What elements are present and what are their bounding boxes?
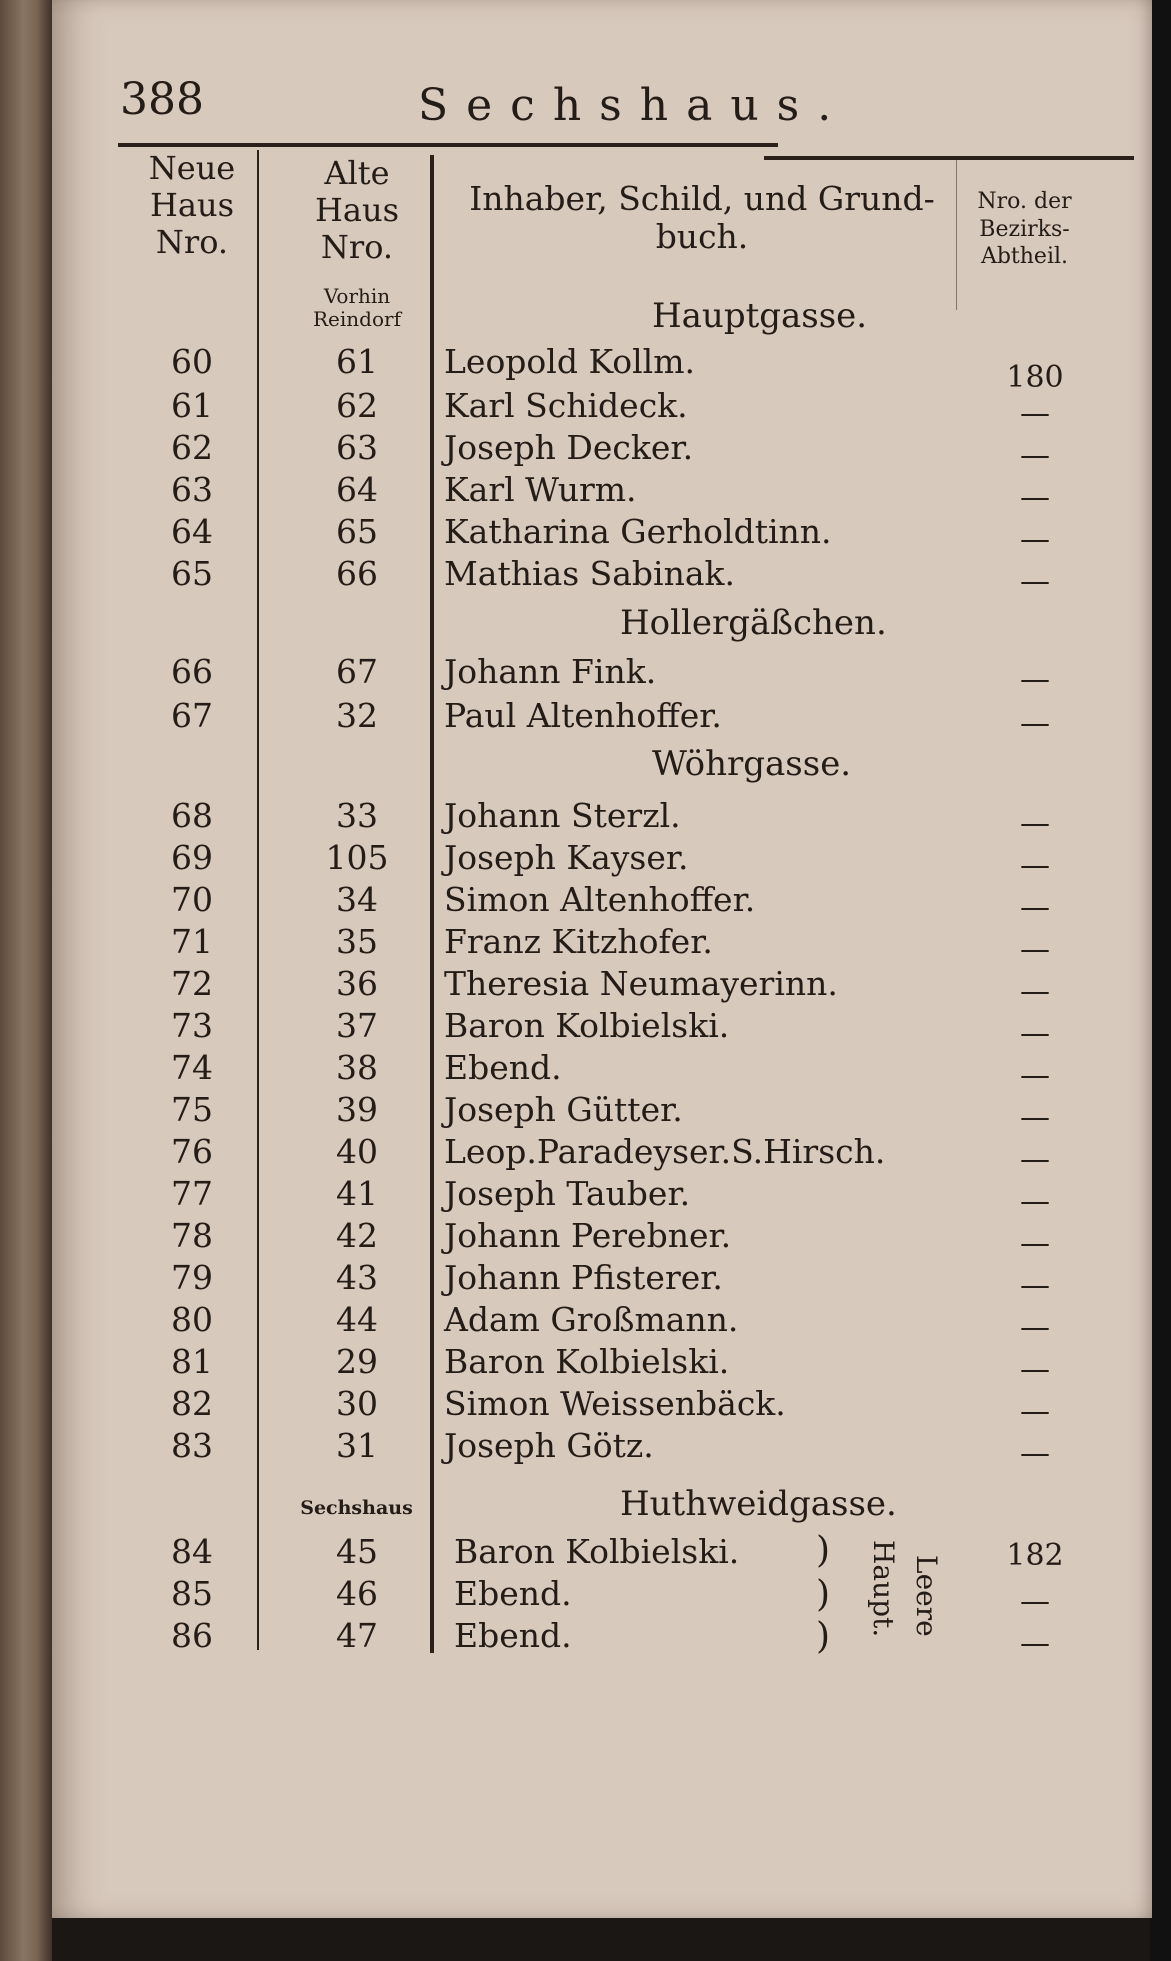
district-no: — (1020, 1626, 1050, 1661)
old-house-no: 36 (336, 964, 378, 1003)
district-no: — (1020, 480, 1050, 515)
new-house-no: 85 (171, 1574, 213, 1613)
district-no: — (1020, 1058, 1050, 1093)
table-row (52, 1212, 1152, 1261)
new-house-no: 60 (171, 342, 213, 381)
header-new-line2: Haus (149, 185, 234, 224)
district-no: — (1020, 806, 1050, 841)
district-no: — (1020, 706, 1050, 741)
table-row (52, 1422, 1152, 1471)
new-house-no: 84 (171, 1532, 213, 1571)
old-house-no: 29 (336, 1342, 378, 1381)
old-house-no: 47 (336, 1616, 378, 1655)
district-no: 182 (1006, 1538, 1064, 1573)
district-no: — (1020, 662, 1050, 697)
owner-name: Joseph Kayser. (444, 838, 689, 877)
old-house-no: 61 (336, 342, 378, 381)
owner-name: Mathias Sabinak. (444, 554, 736, 593)
new-house-no: 77 (171, 1174, 213, 1213)
new-house-no: 78 (171, 1216, 213, 1255)
old-house-no: 34 (336, 880, 378, 919)
old-house-no: 37 (336, 1006, 378, 1045)
bracket-mark: ) (816, 1616, 831, 1657)
new-house-no: 68 (171, 796, 213, 835)
book-spine (0, 0, 52, 1961)
district-no: — (1020, 438, 1050, 473)
header-new-line3: Nro. (155, 222, 229, 261)
table-row (52, 1044, 1152, 1093)
owner-name: Baron Kolbielski. (444, 1006, 730, 1045)
owner-name: Johann Perebner. (444, 1216, 732, 1255)
header-owner (442, 180, 962, 256)
new-house-no: 67 (171, 696, 213, 735)
district-no: — (1020, 974, 1050, 1009)
owner-name: Johann Pfisterer. (444, 1258, 723, 1297)
table-row (52, 338, 1152, 395)
new-house-no: 61 (171, 386, 213, 425)
book-page (52, 0, 1152, 1918)
old-house-no: 105 (325, 838, 389, 877)
old-house-no: 42 (336, 1216, 378, 1255)
new-house-no: 75 (171, 1090, 213, 1129)
new-house-no: 80 (171, 1300, 213, 1339)
owner-name: Johann Fink. (444, 652, 657, 691)
old-house-no: 44 (336, 1300, 378, 1339)
table-row (52, 1528, 1152, 1572)
table-row (52, 1002, 1152, 1051)
district-no: — (1020, 1394, 1050, 1429)
header-old-sub-line1: Vorhin (323, 284, 391, 308)
owner-name: Ebend. (454, 1616, 572, 1655)
district-no: — (1020, 522, 1050, 557)
header-district-line1: Nro. der (977, 189, 1072, 214)
district-no: — (1020, 1436, 1050, 1471)
header-old-sub (287, 285, 427, 331)
table-row (52, 1086, 1152, 1135)
owner-name: Joseph Gütter. (444, 1090, 683, 1129)
header-district-line3: Abtheil. (980, 244, 1069, 269)
owner-name: Ebend. (454, 1574, 572, 1613)
new-house-no: 82 (171, 1384, 213, 1423)
owner-name: Paul Altenhoffer. (444, 696, 722, 735)
owner-name: Joseph Götz. (444, 1426, 654, 1465)
new-house-no: 72 (171, 964, 213, 1003)
owner-name: Karl Schideck. (444, 386, 688, 425)
owner-name: Simon Weissenbäck. (444, 1384, 786, 1423)
owner-name: Karl Wurm. (444, 470, 637, 509)
header-owner-line2: buch. (655, 216, 749, 256)
header-district-line2: Bezirks- (979, 216, 1070, 242)
old-house-no: 62 (336, 386, 378, 425)
new-house-no: 65 (171, 554, 213, 593)
new-house-no: 79 (171, 1258, 213, 1297)
district-no: — (1020, 1310, 1050, 1345)
new-house-no: 81 (171, 1342, 213, 1381)
bracket-mark: ) (816, 1530, 831, 1571)
table-row (52, 1254, 1152, 1303)
header-new-line1: Neue (148, 149, 236, 187)
owner-name: Adam Großmann. (444, 1300, 739, 1339)
district-no: — (1020, 1100, 1050, 1135)
owner-name: Theresia Neumayerinn. (444, 964, 838, 1003)
table-row (52, 1380, 1152, 1429)
old-house-no: 63 (336, 428, 378, 467)
table-row (52, 382, 1152, 431)
district-no: — (1020, 890, 1050, 925)
old-house-no: 32 (336, 696, 378, 735)
table-row (52, 792, 1152, 841)
old-house-no: 35 (336, 922, 378, 961)
district-no: — (1020, 1016, 1050, 1051)
old-house-no: 33 (336, 796, 378, 835)
table-row (52, 692, 1152, 741)
old-house-no: 45 (336, 1532, 378, 1571)
new-house-no: 86 (171, 1616, 213, 1655)
side-note-haupt: Haupt. (867, 1540, 900, 1638)
owner-name: Joseph Decker. (444, 428, 694, 467)
table-row (52, 1612, 1152, 1661)
old-house-no: 43 (336, 1258, 378, 1297)
district-no: — (1020, 1142, 1050, 1177)
table-row (52, 1296, 1152, 1345)
owner-name: Leopold Kollm. (444, 342, 695, 381)
owner-name: Johann Sterzl. (444, 796, 681, 835)
district-no: — (1020, 1352, 1050, 1387)
old-house-no: 65 (336, 512, 378, 551)
street-heading: Hollergäßchen. (620, 603, 887, 643)
owner-name: Leop.Paradeyser.S.Hirsch. (444, 1132, 886, 1171)
table-row (52, 876, 1152, 925)
header-old-sub-line2: Reindorf (313, 307, 401, 331)
old-house-no: 64 (336, 470, 378, 509)
owner-name: Baron Kolbielski. (444, 1342, 730, 1381)
header-new-house-no (127, 150, 257, 260)
table-row (52, 466, 1152, 515)
district-no: — (1020, 848, 1050, 883)
old-house-no: 30 (336, 1384, 378, 1423)
header-old-house-no (292, 155, 422, 265)
district-no: 180 (1006, 360, 1064, 395)
header-old-line3: Nro. (320, 227, 394, 266)
new-house-no: 70 (171, 880, 213, 919)
table-row (52, 550, 1152, 599)
owner-name: Simon Altenhoffer. (444, 880, 756, 919)
table-row (52, 508, 1152, 557)
running-title: Sechshaus. (418, 80, 850, 131)
old-house-no: 67 (336, 652, 378, 691)
page-number: 388 (120, 74, 204, 125)
header-old-line2: Haus (314, 190, 399, 229)
new-house-no: 64 (171, 512, 213, 551)
new-house-no: 63 (171, 470, 213, 509)
district-no: — (1020, 932, 1050, 967)
street-heading: Wöhrgasse. (652, 744, 852, 784)
owner-name: Ebend. (444, 1048, 562, 1087)
table-row (52, 960, 1152, 1009)
table-row (52, 918, 1152, 967)
street-heading: Huthweidgasse. (620, 1484, 897, 1524)
header-old-line1: Alte (324, 154, 390, 192)
new-house-no: 73 (171, 1006, 213, 1045)
new-house-no: 66 (171, 652, 213, 691)
page-edge-shadow (1150, 0, 1171, 1961)
district-no: — (1020, 1184, 1050, 1219)
owner-name: Franz Kitzhofer. (444, 922, 713, 961)
header-rule-left (118, 143, 778, 147)
new-house-no: 76 (171, 1132, 213, 1171)
owner-name: Joseph Tauber. (444, 1174, 691, 1213)
old-house-no: 46 (336, 1574, 378, 1613)
new-house-no: 62 (171, 428, 213, 467)
header-district (952, 188, 1097, 271)
new-house-no: 69 (171, 838, 213, 877)
new-house-no: 71 (171, 922, 213, 961)
old-sub-heading: Sechshaus (300, 1497, 413, 1519)
table-row (52, 834, 1152, 883)
street-heading: Hauptgasse. (652, 296, 868, 336)
old-house-no: 39 (336, 1090, 378, 1129)
table-row (52, 648, 1152, 697)
old-house-no: 41 (336, 1174, 378, 1213)
new-house-no: 83 (171, 1426, 213, 1465)
table-row (52, 1170, 1152, 1219)
new-house-no: 74 (171, 1048, 213, 1087)
district-no: — (1020, 396, 1050, 431)
table-row (52, 1128, 1152, 1177)
district-no: — (1020, 564, 1050, 599)
header-owner-line1: Inhaber, Schild, und Grund- (469, 179, 935, 218)
table-row (52, 424, 1152, 473)
header-rule-right (764, 156, 1134, 160)
old-house-no: 31 (336, 1426, 378, 1465)
old-house-no: 40 (336, 1132, 378, 1171)
owner-name: Katharina Gerholdtinn. (444, 512, 832, 551)
owner-name: Baron Kolbielski. (454, 1532, 740, 1571)
bracket-mark: ) (816, 1574, 831, 1615)
old-house-no: 66 (336, 554, 378, 593)
table-row (52, 1338, 1152, 1387)
side-note-leere: Leere (910, 1555, 943, 1637)
district-no: — (1020, 1268, 1050, 1303)
district-no: — (1020, 1584, 1050, 1619)
district-no: — (1020, 1226, 1050, 1261)
old-house-no: 38 (336, 1048, 378, 1087)
